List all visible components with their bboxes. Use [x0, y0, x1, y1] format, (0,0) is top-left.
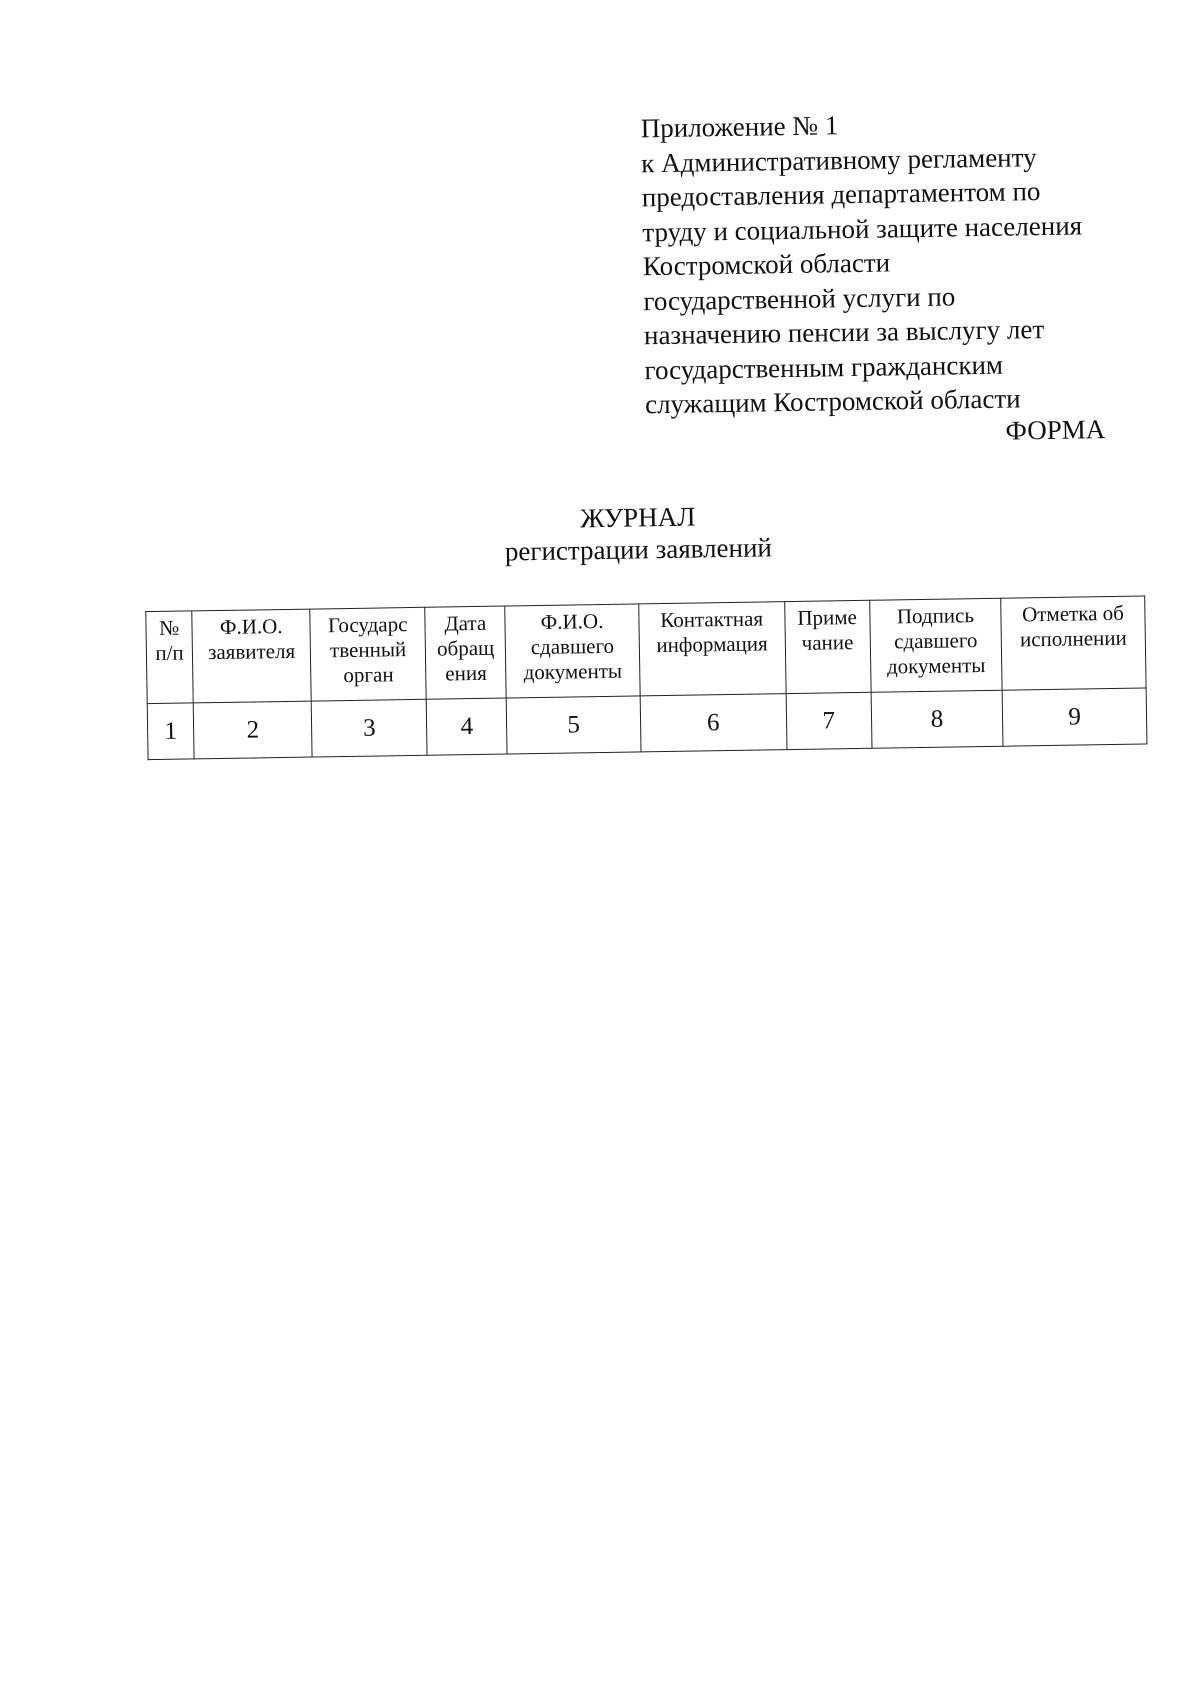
- header-row: [146, 596, 1146, 704]
- column-header: [1001, 596, 1146, 690]
- column-header: [505, 604, 640, 698]
- journal-table: [145, 595, 1147, 760]
- column-number-cell: 5: [506, 696, 640, 754]
- appendix-line: предоставления департаментом по: [641, 176, 1041, 213]
- column-header: [310, 607, 426, 701]
- column-header-label: Дата обращ ения: [436, 610, 495, 686]
- column-header: [146, 611, 194, 704]
- form-label: ФОРМА: [1005, 414, 1106, 446]
- column-number-cell: 6: [640, 694, 787, 752]
- column-number-cell: 8: [871, 690, 1003, 748]
- appendix-line: труду и социальной защите населения: [642, 209, 1083, 247]
- column-header: [192, 609, 311, 703]
- column-header: [425, 606, 507, 699]
- column-number-cell: 1: [147, 703, 194, 760]
- column-header-label: Приме чание: [797, 604, 858, 655]
- column-header-label: Ф.И.О. сдавшего документы: [523, 608, 623, 685]
- column-header-label: Подпись сдавшего документы: [886, 603, 986, 679]
- appendix-line: назначению пенсии за выслугу лет: [643, 314, 1045, 351]
- journal-title: ЖУРНАЛ: [579, 501, 696, 534]
- journal-subtitle: регистрации заявлений: [504, 532, 773, 567]
- appendix-block: [640, 103, 1165, 422]
- column-number-cell: 4: [426, 698, 507, 755]
- column-header: [784, 600, 871, 693]
- column-number-cell: 2: [193, 701, 312, 759]
- appendix-line: служащим Костромской области: [644, 383, 1021, 420]
- column-header-label: Отметка об исполнении: [1019, 600, 1127, 652]
- column-header-label: Контактная информация: [656, 606, 768, 658]
- column-number-cell: 9: [1002, 688, 1147, 746]
- appendix-line: государственной услуги по: [643, 280, 956, 316]
- column-header: [869, 598, 1002, 692]
- appendix-line: государственным гражданским: [644, 349, 1004, 385]
- appendix-line: Костромской области: [642, 247, 891, 282]
- column-header: [638, 602, 785, 696]
- appendix-line: к Административному регламенту: [641, 141, 1037, 178]
- column-header-label: Ф.И.О. заявителя: [207, 614, 296, 665]
- column-header-label: Государс твенный орган: [327, 612, 408, 688]
- appendix-line: Приложение № 1: [640, 110, 839, 144]
- column-header-label: № п/п: [155, 615, 184, 666]
- column-number-cell: 7: [786, 692, 872, 749]
- column-number-cell: 3: [311, 699, 427, 757]
